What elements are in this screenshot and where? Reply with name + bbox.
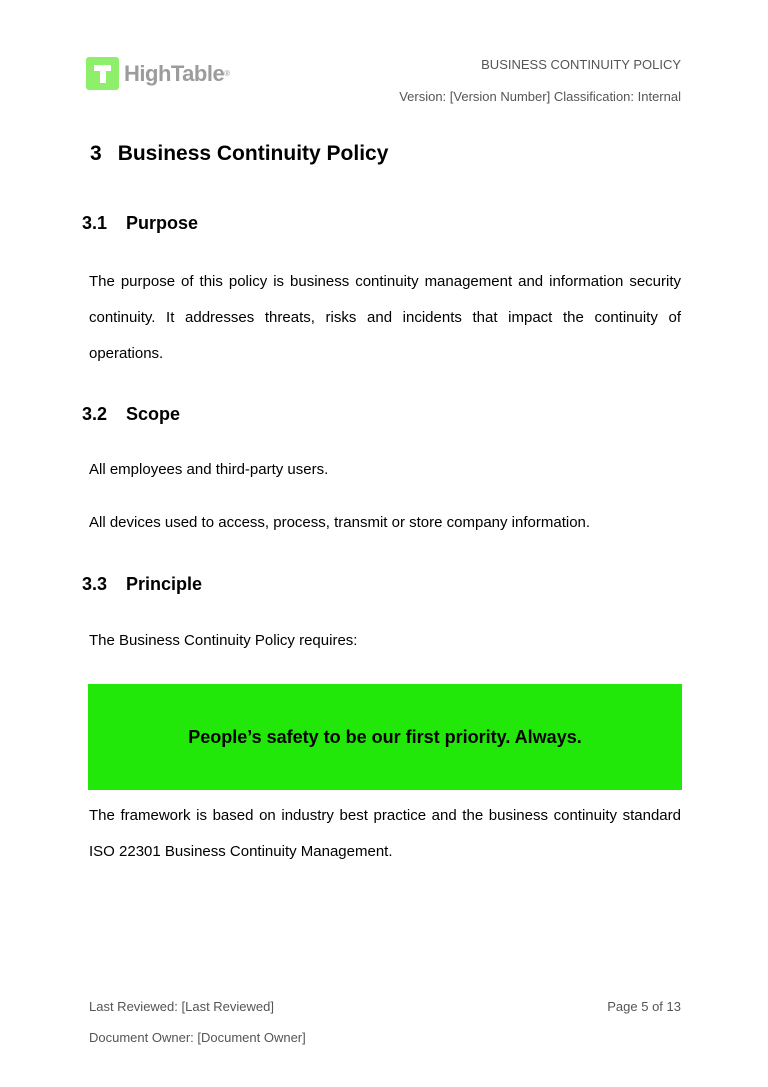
logo-registered-mark: ® xyxy=(224,69,231,78)
subsection-number: 3.3 xyxy=(82,574,108,594)
footer-document-owner: Document Owner: [Document Owner] xyxy=(89,1030,306,1045)
priority-callout-box xyxy=(88,684,682,790)
scope-paragraph-employees: All employees and third-party users. xyxy=(89,461,329,478)
footer-page-number: Page 5 of 13 xyxy=(607,999,681,1014)
footer-last-reviewed: Last Reviewed: [Last Reviewed] xyxy=(89,999,274,1014)
subsection-number: 3.2 xyxy=(82,404,108,424)
header-document-title: BUSINESS CONTINUITY POLICY xyxy=(481,57,681,72)
callout-text: People’s safety to be our first priority. Always. xyxy=(188,726,582,747)
logo-text: HighTable xyxy=(124,60,225,86)
section-heading xyxy=(90,142,388,166)
subsection-heading-scope xyxy=(82,404,180,425)
subsection-heading-purpose xyxy=(82,213,198,234)
section-number: 3 xyxy=(90,142,102,165)
logo-icon xyxy=(86,57,119,90)
section-title: Business Continuity Policy xyxy=(117,142,389,165)
subsection-title: Principle xyxy=(126,574,203,594)
subsection-title: Purpose xyxy=(126,213,199,233)
principle-paragraph: The Business Continuity Policy requires: xyxy=(89,632,358,649)
subsection-number: 3.1 xyxy=(82,213,108,233)
subsection-heading-principle xyxy=(82,574,202,595)
subsection-title: Scope xyxy=(126,404,181,424)
purpose-paragraph: The purpose of this policy is business continuity management and information security continuity. It addresses threats, risks and incidents that impact the continuity of operations. xyxy=(89,273,681,362)
header-version-line: Version: [Version Number] Classification: Internal xyxy=(399,89,681,104)
company-logo xyxy=(86,57,230,90)
framework-paragraph: The framework is based on industry best practice and the business continuity standard ISO 22301 Business Continuity Management. xyxy=(89,807,681,860)
scope-paragraph-devices: All devices used to access, process, transmit or store company information. xyxy=(89,514,591,531)
